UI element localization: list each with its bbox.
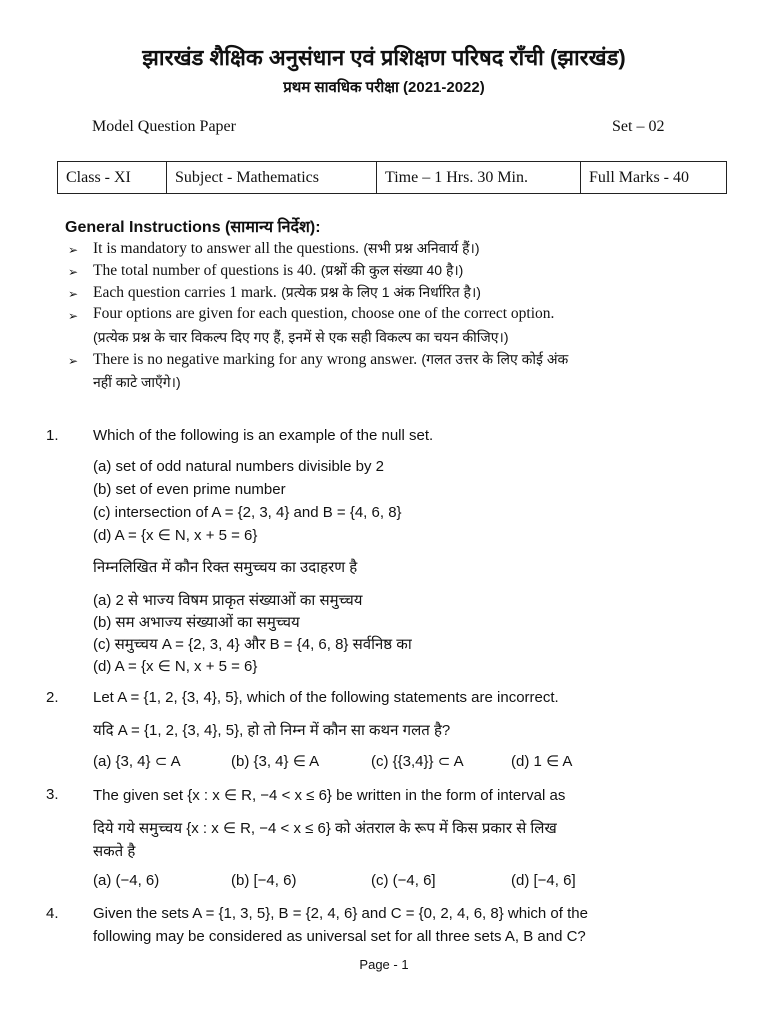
option-row [93, 872, 576, 889]
option-text: (b) set of even prime number [93, 481, 286, 498]
option-text: (b) सम अभाज्य संख्याओं का समुच्चय [93, 614, 300, 631]
option-text: (c) (−4, 6] [371, 872, 436, 889]
info-table [57, 161, 727, 194]
option-text: (d) [−4, 6] [511, 872, 576, 889]
instruction-item: There is no negative marking for any wrong answer. (गलत उत्तर के लिए कोई अंक [93, 351, 569, 368]
bullet-icon: ➢ [68, 309, 79, 323]
instruction-item: Four options are given for each question, choose one of the correct option. [93, 305, 555, 322]
class-cell: Class - XI [58, 162, 167, 194]
option-text: (d) A = {x ∈ N, x + 5 = 6} [93, 527, 258, 544]
bullet-icon: ➢ [68, 265, 79, 279]
instruction-item-hindi: (प्रत्येक प्रश्न के चार विकल्प दिए गए हैं, इनमें से एक सही विकल्प का चयन कीजिए।) [93, 329, 509, 345]
question-text: The given set {x : x ∈ R, −4 < x ≤ 6} be written in the form of interval as [93, 787, 566, 804]
paper-label: Model Question Paper [92, 118, 236, 135]
instruction-item: Each question carries 1 mark. (प्रत्येक प्रश्न के लिए 1 अंक निर्धारित है।) [93, 284, 481, 301]
question-text: Given the sets A = {1, 3, 5}, B = {2, 4, 6} and C = {0, 2, 4, 6, 8} which of the [93, 905, 588, 922]
instruction-item: The total number of questions is 40. (प्रश्नों की कुल संख्या 40 है।) [93, 262, 464, 279]
question-text: following may be considered as universal set for all three sets A, B and C? [93, 928, 586, 945]
option-text: (c) intersection of A = {2, 3, 4} and B = {4, 6, 8} [93, 504, 402, 521]
option-row [93, 752, 572, 770]
option-text: (b) {3, 4} ∈ A [231, 753, 320, 770]
option-text: (a) 2 से भाज्य विषम प्राकृत संख्याओं का समुच्चय [93, 592, 363, 609]
question-number: 1. [46, 427, 59, 444]
instruction-item: It is mandatory to answer all the questions. (सभी प्रश्न अनिवार्य हैं।) [93, 240, 480, 257]
question-number: 2. [46, 689, 59, 706]
question-text-hindi: निम्नलिखित में कौन रिक्त समुच्चय का उदाहरण है [93, 559, 358, 576]
option-text: (c) समुच्चय A = {2, 3, 4} और B = {4, 6, 8} सर्वनिष्ठ का [93, 636, 412, 653]
question-text-hindi: सकते है [93, 843, 136, 860]
marks-cell: Full Marks - 40 [581, 162, 727, 194]
option-text: (a) (−4, 6) [93, 872, 160, 889]
question-number: 3. [46, 786, 59, 803]
question-text-hindi: यदि A = {1, 2, {3, 4}, 5}, हो तो निम्न में कौन सा कथन गलत है? [93, 722, 451, 739]
option-text: (a) {3, 4} ⊂ A [93, 753, 181, 770]
exam-subtitle: प्रथम सावधिक परीक्षा (2021-2022) [283, 79, 485, 96]
instructions-heading: General Instructions (सामान्य निर्देश): [65, 219, 321, 236]
bullet-icon: ➢ [68, 354, 79, 368]
option-text: (b) [−4, 6) [231, 872, 297, 889]
question-text: Which of the following is an example of the null set. [93, 427, 434, 444]
set-label: Set – 02 [612, 118, 665, 135]
time-cell: Time – 1 Hrs. 30 Min. [377, 162, 581, 194]
option-text: (c) {{3,4}} ⊂ A [371, 753, 464, 770]
question-text: Let A = {1, 2, {3, 4}, 5}, which of the following statements are incorrect. [93, 689, 559, 706]
page-title: झारखंड शैक्षिक अनुसंधान एवं प्रशिक्षण परिषद राँची (झारखंड) [142, 45, 626, 70]
page-number: Page - 1 [359, 957, 409, 972]
question-number: 4. [46, 905, 59, 922]
bullet-icon: ➢ [68, 287, 79, 301]
question-text-hindi: दिये गये समुच्चय {x : x ∈ R, −4 < x ≤ 6} को अंतराल के रूप में किस प्रकार से लिख [93, 820, 557, 837]
subject-cell: Subject - Mathematics [167, 162, 377, 194]
option-text: (a) set of odd natural numbers divisible by 2 [93, 458, 384, 475]
option-text: (d) 1 ∈ A [511, 753, 573, 770]
option-text: (d) A = {x ∈ N, x + 5 = 6} [93, 658, 258, 675]
instruction-item-hindi: नहीं काटे जाएँगे।) [93, 374, 181, 390]
bullet-icon: ➢ [68, 243, 79, 257]
